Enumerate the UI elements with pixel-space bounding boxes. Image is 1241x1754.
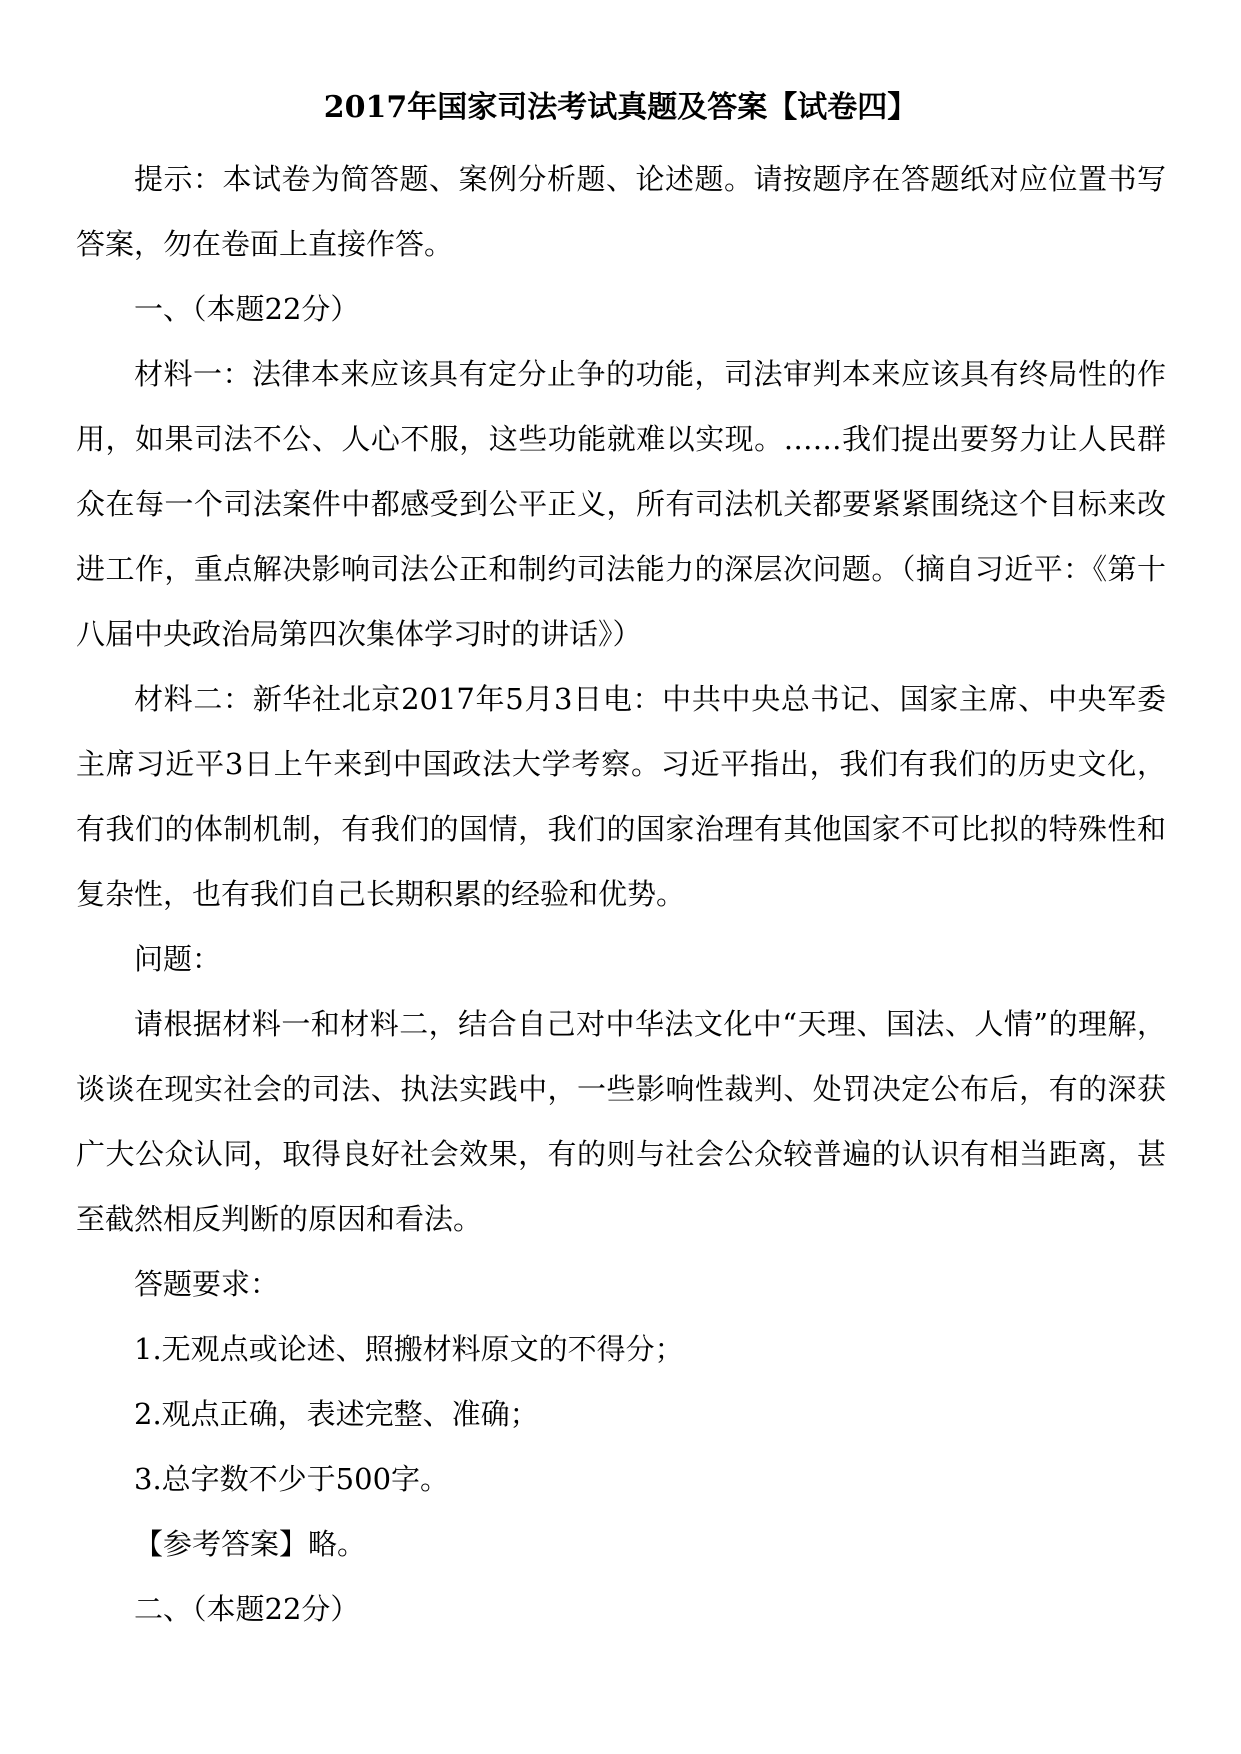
- document-body: [76, 147, 1166, 1642]
- question-label: 问题：: [134, 942, 222, 976]
- hint-paragraph: 提示：本试卷为简答题、案例分析题、论述题。请按题序在答题纸对应位置书写答案，勿在卷面上直接作答。: [76, 162, 1166, 261]
- requirement-item-1: 1.无观点或论述、照搬材料原文的不得分；: [134, 1332, 684, 1366]
- document-title: 2017年国家司法考试真题及答案【试卷四】: [323, 90, 918, 125]
- reference-answer: 【参考答案】略。: [134, 1527, 367, 1561]
- material-1-paragraph: 材料一：法律本来应该具有定分止争的功能，司法审判本来应该具有终局性的作用，如果司法不公、人心不服，这些功能就难以实现。……我们提出要努力让人民群众在每一个司法案件中都感受到公平正义，所有司法机关都要紧紧围绕这个目标来改进工作，重点解决影响司法公正和制约司法能力的深层次问题。（摘自习近平：《第十八届中央政治局第四次集体学习时的讲话》）: [76, 357, 1166, 651]
- requirement-item-3: 3.总字数不少于500字。: [134, 1462, 450, 1496]
- requirement-item-2: 2.观点正确，表述完整、准确；: [134, 1397, 539, 1431]
- section-2-heading: 二、（本题22分）: [134, 1592, 360, 1626]
- material-2-paragraph: 材料二：新华社北京2017年5月3日电：中共中央总书记、国家主席、中央军委主席习近平3日上午来到中国政法大学考察。习近平指出，我们有我们的历史文化，有我们的体制机制，有我们的国情，我们的国家治理有其他国家不可比拟的特殊性和复杂性，也有我们自己长期积累的经验和优势。: [76, 682, 1166, 911]
- requirements-label: 答题要求：: [134, 1267, 280, 1301]
- question-paragraph: 请根据材料一和材料二，结合自己对中华法文化中“天理、国法、人情”的理解，谈谈在现实社会的司法、执法实践中，一些影响性裁判、处罚决定公布后，有的深获广大公众认同，取得良好社会效果，有的则与社会公众较普遍的认识有相当距离，甚至截然相反判断的原因和看法。: [76, 1007, 1166, 1236]
- section-1-heading: 一、（本题22分）: [134, 292, 360, 326]
